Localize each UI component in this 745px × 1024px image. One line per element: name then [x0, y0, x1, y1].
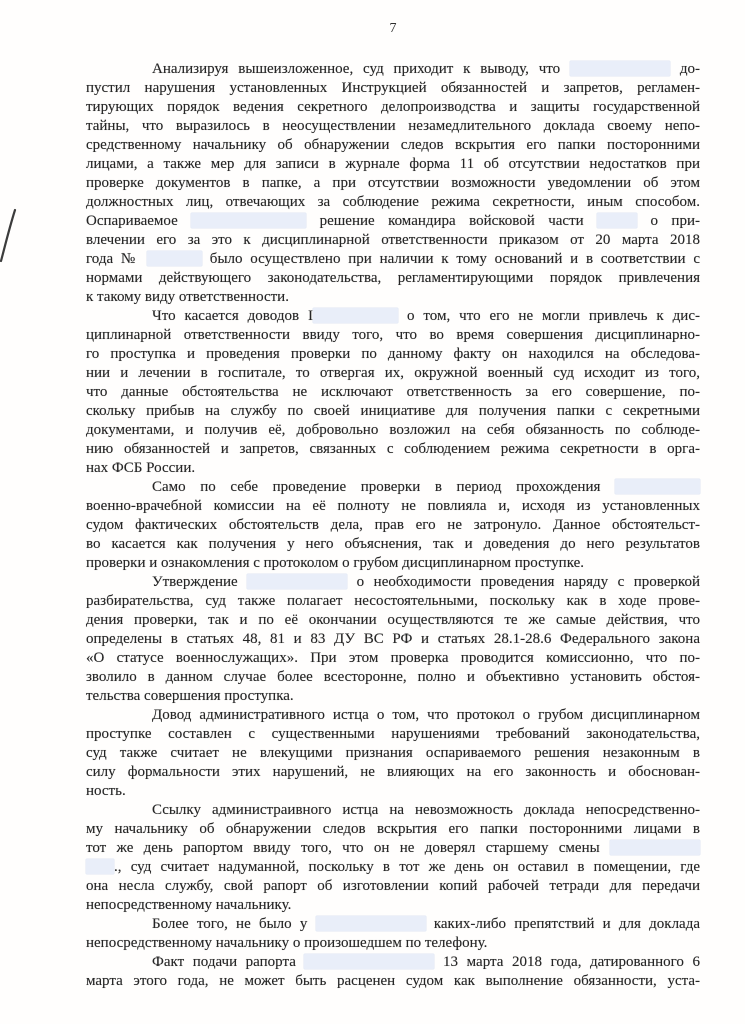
text-segment: дения проверки, так и по её окончании осуществляются те же самые действия, что: [86, 612, 700, 628]
text-segment: решение командира войсковой части: [306, 213, 598, 229]
text-segment: силу формальности этих нарушений, не влияющих на его законность и обоснован-: [86, 764, 700, 780]
text-segment: циплинарной ответственности ввиду того, что во время совершения дисциплинарно-: [86, 327, 700, 343]
text-segment: до-: [670, 61, 700, 77]
page-number: 7: [389, 21, 397, 36]
text-line: [86, 326, 700, 345]
text-segment: «О статусе военнослужащих». При этом проверка проводится комиссионно, что по-: [86, 650, 700, 666]
redaction-box: [86, 859, 114, 874]
text-segment: года №: [86, 251, 148, 267]
text-segment: нормами действующего законодательства, регламентирующими порядок привлечения: [86, 270, 700, 286]
text-segment: что данные обстоятельства не исключают ответственность за его совершение, по-: [86, 384, 700, 400]
text-line: [86, 459, 700, 478]
text-line: [86, 193, 700, 212]
text-line: [86, 250, 700, 269]
text-segment: непосредственному начальнику о произошедшем по телефону.: [86, 935, 488, 951]
text-line: [86, 763, 700, 782]
text-line: [86, 630, 700, 649]
text-line: [86, 934, 700, 953]
redaction-box: [615, 479, 700, 494]
text-segment: скольку прибыв на службу по своей инициативе для получения папки с секретными: [86, 403, 700, 419]
text-segment: зволило в данном случае более всесторонне, полно и объективно установить обстоя-: [86, 669, 700, 685]
pen-mark: [0, 203, 22, 265]
text-line: [86, 516, 700, 535]
redaction-box: [313, 308, 398, 323]
text-segment: лицами, а также мер для записи в журнале форма 11 об отсутствии недостатков при: [86, 156, 700, 172]
text-line: [86, 307, 700, 326]
text-segment: к такому виду ответственности.: [86, 289, 289, 305]
text-line: [86, 801, 700, 820]
text-segment: тот же день рапортом ввиду того, что он не доверял старшему смены: [86, 840, 610, 856]
redaction-box: [610, 840, 700, 855]
text-line: [86, 497, 700, 516]
text-segment: о при-: [637, 213, 700, 229]
text-line: [86, 440, 700, 459]
text-segment: нию обязанностей и запретов, связанных с соблюдением режима секретности в орга-: [86, 441, 700, 457]
text-segment: тельства совершения проступка.: [86, 688, 294, 704]
text-line: [86, 535, 700, 554]
text-line: [86, 269, 700, 288]
text-line: [86, 79, 700, 98]
text-line: [86, 953, 700, 972]
text-segment: было осуществлено при наличии к тому оснований и в соответствии с: [202, 251, 700, 267]
redaction-box: [570, 61, 670, 76]
text-segment: нах ФСБ России.: [86, 460, 196, 476]
text-line: [86, 60, 700, 79]
text-segment: ., суд считает надуманной, поскольку в тот же день он оставил в помещении, где: [114, 859, 700, 875]
text-line: [86, 744, 700, 763]
text-line: [86, 98, 700, 117]
text-line: [86, 592, 700, 611]
text-segment: военно-врачебной комиссии на её полноту не повлияла и, исходя из установленных: [86, 498, 700, 514]
text-line: [86, 402, 700, 421]
text-line: [86, 858, 700, 877]
text-segment: Утверждение: [152, 574, 248, 590]
text-segment: определены в статьях 48, 81 и 83 ДУ ВС РФ и статьях 28.1-28.6 Федерального закона: [86, 631, 700, 647]
redaction-box: [247, 574, 347, 589]
text-segment: тирующих порядок ведения секретного делопроизводства и защиты государственной: [86, 99, 700, 115]
text-line: [86, 649, 700, 668]
text-segment: Факт подачи рапорта: [152, 954, 305, 970]
text-segment: му начальнику об обнаружении следов вскрытия его папки посторонними лицами в: [86, 821, 700, 837]
text-line: [86, 611, 700, 630]
text-line: [86, 839, 700, 858]
text-segment: Ссылку администраивного истца на невозможность доклада непосредственно-: [152, 802, 700, 818]
text-line: [86, 573, 700, 592]
text-segment: ность.: [86, 783, 126, 799]
text-line: [86, 877, 700, 896]
text-segment: документами, и получив её, добровольно возложил на себя обязанность по соблюде-: [86, 422, 700, 438]
text-line: [86, 725, 700, 744]
text-line: [86, 174, 700, 193]
text-segment: средственному начальнику об обнаружении следов вскрытия его папки посторонними: [86, 137, 700, 153]
text-line: [86, 231, 700, 250]
text-segment: Более того, не было у: [152, 916, 316, 932]
text-line: [86, 706, 700, 725]
text-line: [86, 421, 700, 440]
redaction-box: [191, 213, 306, 228]
text-segment: марта этого года, не может быть расценен судом как выполнение обязанности, уста-: [86, 973, 700, 989]
text-line: [86, 212, 700, 231]
text-segment: проверки и ознакомления с протоколом о грубом дисциплинарном проступке.: [86, 555, 585, 571]
text-line: [86, 364, 700, 383]
text-segment: го проступка и проведения проверки по данному факту он находился на обследова-: [86, 346, 700, 362]
text-segment: непосредственному начальнику.: [86, 897, 292, 913]
text-line: [86, 782, 700, 801]
redaction-box: [147, 251, 202, 266]
text-line: [86, 478, 700, 497]
text-segment: влечении его за это к дисциплинарной ответственности приказом от 20 марта 2018: [86, 232, 700, 248]
text-segment: 13 марта 2018 года, датированного 6: [434, 954, 700, 970]
text-line: [86, 136, 700, 155]
text-segment: Довод административного истца о том, что протокол о грубом дисциплинарном: [152, 707, 700, 723]
text-segment: о необходимости проведения наряду с проверкой: [347, 574, 700, 590]
text-line: [86, 668, 700, 687]
text-line: [86, 117, 700, 136]
text-segment: тайны, что выразилось в неосуществлении незамедлительного доклада своему непо-: [86, 118, 700, 134]
text-segment: разбирательства, суд также полагает несостоятельными, поскольку как в ходе прове-: [86, 593, 700, 609]
text-line: [86, 383, 700, 402]
redaction-box: [316, 916, 426, 931]
text-line: [86, 554, 700, 573]
text-line: [86, 820, 700, 839]
redaction-box: [304, 954, 434, 969]
text-segment: судом фактических обстоятельств дела, прав его не затронуло. Данное обстоятельст-: [86, 517, 700, 533]
text-line: [86, 972, 700, 991]
text-segment: Что касается доводов I: [152, 308, 314, 324]
text-segment: нии и лечении в госпитале, то отвергая их, окружной военный суд исходит из того,: [86, 365, 700, 381]
text-segment: во касается как получения у него объяснения, так и доведения до него результатов: [86, 536, 700, 552]
text-line: [86, 345, 700, 364]
text-segment: о том, что его не могли привлечь к дис-: [398, 308, 700, 324]
text-segment: суд также считает не влекущими признания оспариваемого решения незаконным в: [86, 745, 700, 761]
text-line: [86, 687, 700, 706]
text-line: [86, 155, 700, 174]
text-segment: Анализируя вышеизложенное, суд приходит к выводу, что: [152, 61, 570, 77]
text-line: [86, 896, 700, 915]
text-segment: проступке составлен с существенными нарушениями требований законодательства,: [86, 726, 700, 742]
text-line: [86, 288, 700, 307]
text-line: [86, 915, 700, 934]
text-segment: каких-либо препятствий и для доклада: [425, 916, 700, 932]
text-segment: Само по себе проведение проверки в период прохождения: [152, 479, 615, 495]
text-segment: пустил нарушения установленных Инструкцией обязанностей и запретов, регламен-: [86, 80, 700, 96]
text-segment: должностных лиц, отвечающих за соблюдение режима секретности, иным способом.: [86, 194, 700, 210]
text-segment: она несла службу, свой рапорт об изготовлении копий рабочей тетради для передачи: [86, 878, 700, 894]
text-segment: проверке документов в папке, а при отсутствии возможности уведомлении об этом: [86, 175, 700, 191]
court-decision-text-block: [86, 60, 700, 991]
redaction-box: [597, 213, 637, 228]
text-segment: Оспариваемое: [86, 213, 192, 229]
